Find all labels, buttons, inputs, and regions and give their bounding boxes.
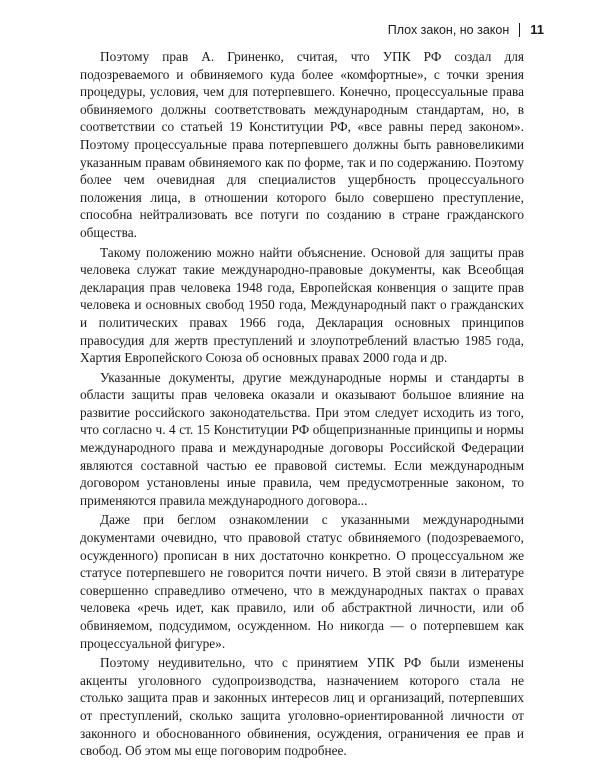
paragraph-1: Поэтому прав А. Гриненко, считая, что УПК РФ создал для подозреваемого и обвиняемого куда более «комфортные», с точки зрения процедуры, условия, чем для потерпевшего. Конечно, процессуальные права обвиняемого должны соответствовать международным стандартам, но, в соответствии со статьей 19 Конституции РФ, «все равны перед законом». Поэтому процессуальные права потерпевшего должны быть равновеликими указанным правам обвиняемого как по форме, так и по содержанию. Поэтому более чем очевидная для специалистов ущербность процессуального положения лица, в отношении которого было совершено преступление, способна нейтрализовать все потуги по созданию в стране гражданского общества. [80, 49, 524, 240]
running-title: Плох закон, но закон [387, 22, 510, 37]
body-text [80, 48, 524, 762]
paragraph-3: Указанные документы, другие международные нормы и стандарты в области защиты прав человека оказали и оказывают большое влияние на развитие российского законодательства. При этом следует исходить из того, что согласно ч. 4 ст. 15 Конституции РФ общепризнанные принципы и нормы международного права и международные договоры Российской Федерации являются составной частью ее правовой системы. Если международным договором установлены иные правила, чем предусмотренные законом, то применяются правила международного договора... [80, 369, 524, 508]
paragraph-2: Такому положению можно найти объяснение. Основой для защиты прав человека служат такие международно-правовые документы, как Всеобщая декларация прав человека 1948 года, Европейская конвенция о защите прав человека и основных свобод 1950 года, Международный пакт о гражданских и политических правах 1966 года, Декларация основных принципов правосудия для жертв преступлений и злоупотреблений властью 1985 года, Хартия Европейского Союза об основных правах 2000 года и др. [80, 244, 524, 366]
header-separator [519, 23, 520, 37]
paragraph-4: Даже при беглом ознакомлении с указанными международными документами очевидно, что правовой статус обвиняемого (подозреваемого, осужденного) прописан в них достаточно конкретно. О процессуальном же статусе потерпевшего не говорится почти ничего. В этой связи в литературе совершенно справедливо отмечено, что в международных пактах о правах человека «речь идет, как правило, или об абстрактной личности, или об обвиняемом, подсудимом, осужденном. Но никогда — о потерпевшем как процессуальной фигуре». [80, 512, 524, 651]
paragraph-5: Поэтому неудивительно, что с принятием УПК РФ были изменены акценты уголовного судопроизводства, назначением которого стала не столько защита прав и законных интересов лиц и организаций, потерпевших от преступлений, сколько защита уголовно-ориентированной личности от законного и обоснованного обвинения, осуждения, ограничения ее прав и свобод. Об этом мы еще поговорим подробнее. [80, 655, 524, 759]
page-number: 11 [530, 22, 544, 37]
running-header [388, 22, 544, 37]
